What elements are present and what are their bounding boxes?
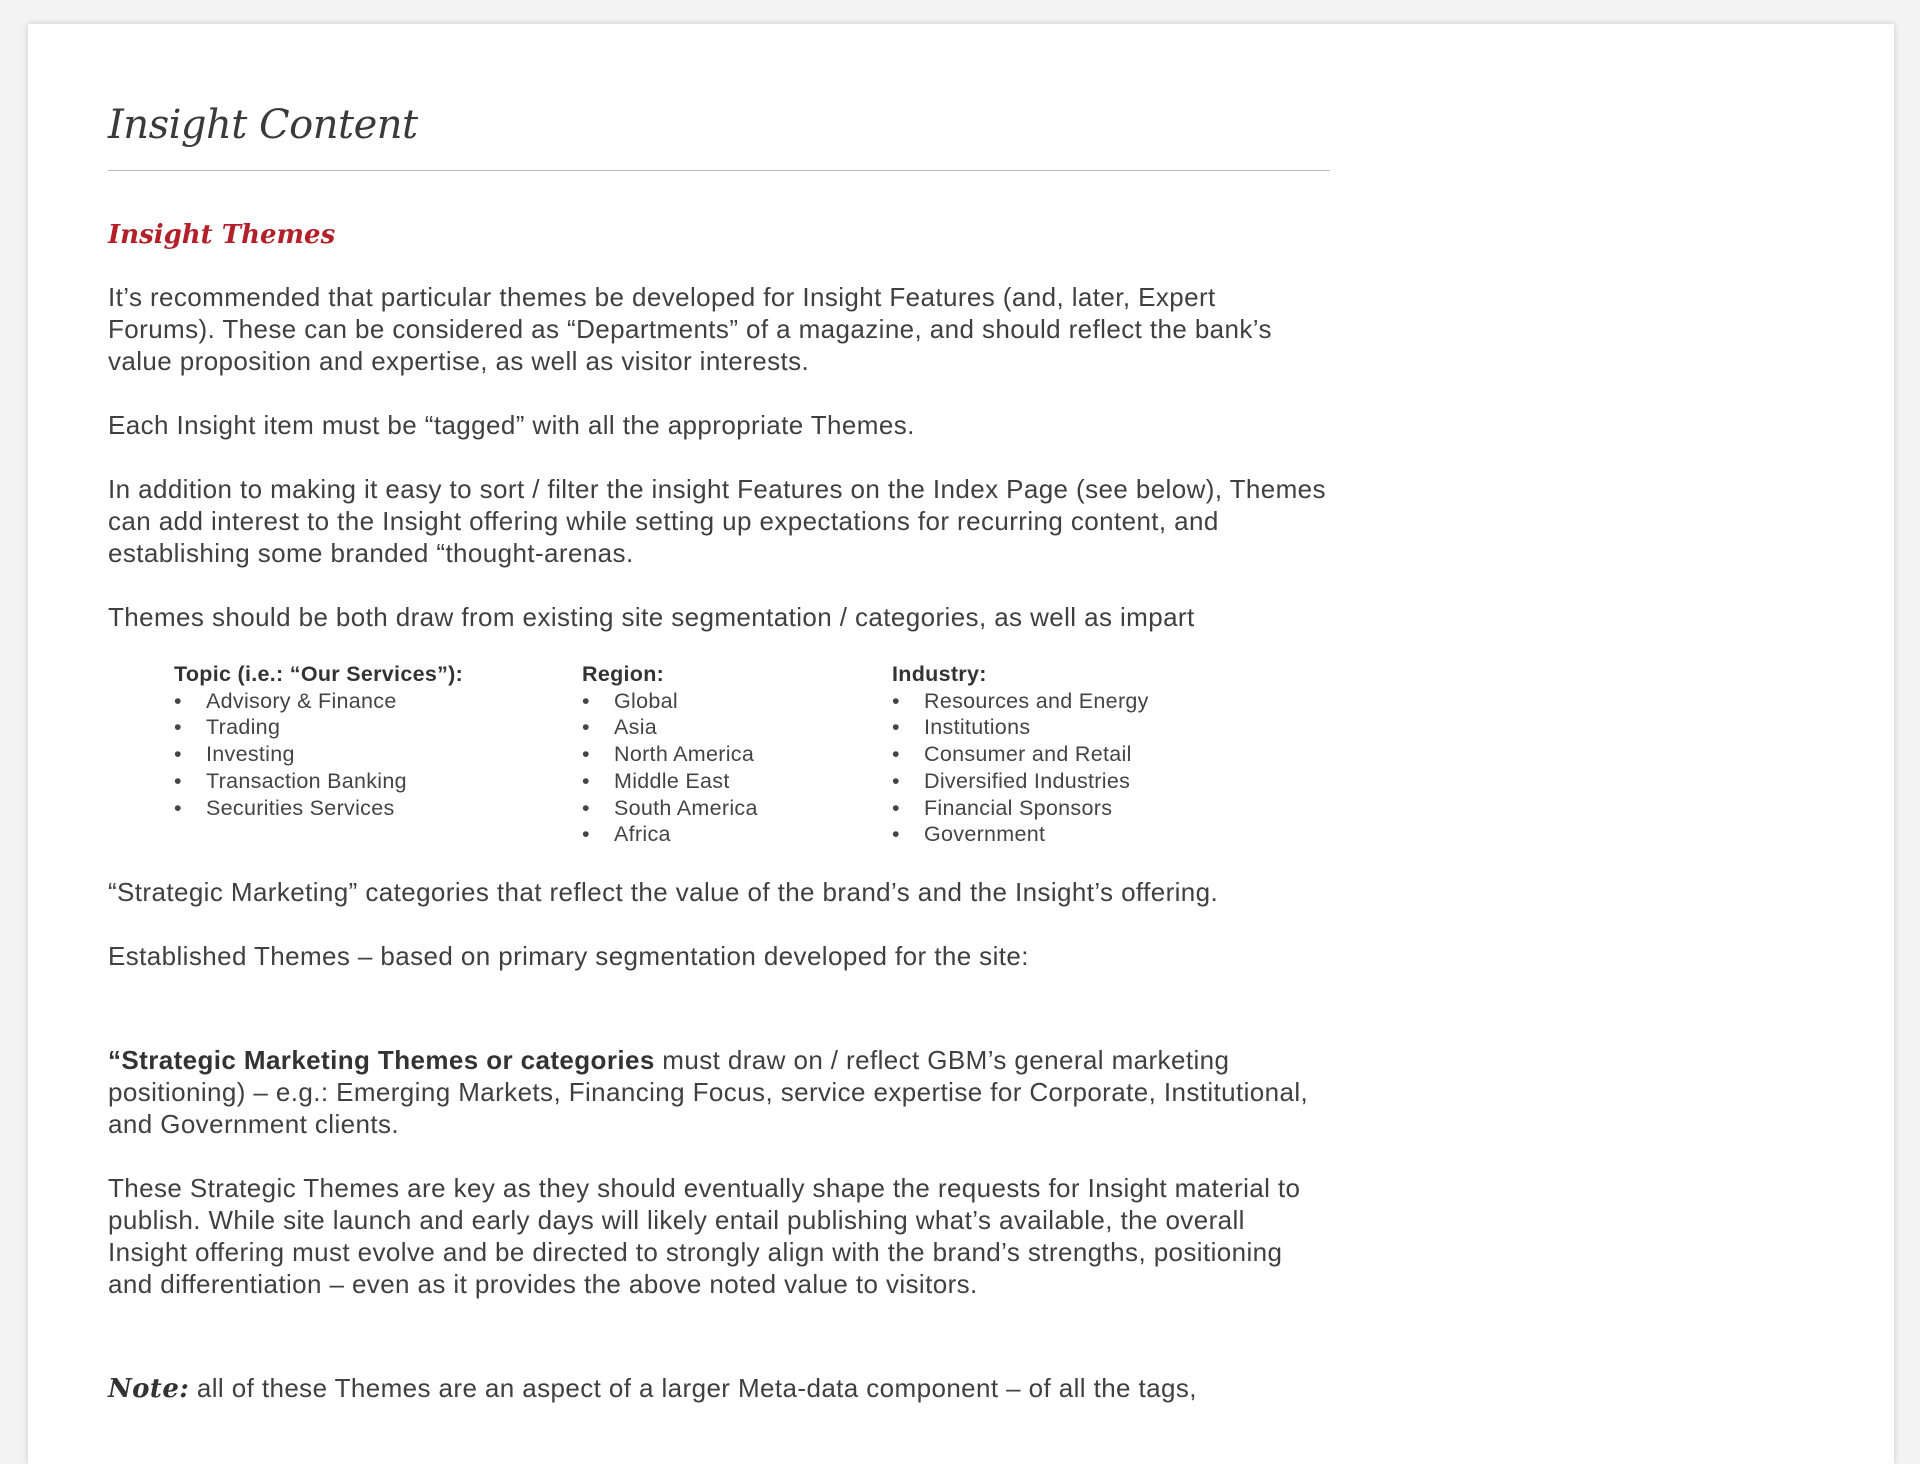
bullet-icon: • [892,715,900,740]
bullet-icon: • [582,742,590,767]
list-topic [174,688,582,822]
document-page [28,24,1894,1464]
paragraph-strategic-themes [108,1044,1330,1140]
list-item: • Diversified Industries [892,768,1131,793]
note-label: Note: [108,1373,190,1404]
list-item: • Global [582,688,678,713]
paragraph-segmentation: Themes should be both draw from existing site segmentation / categories, as well as impart [108,602,1195,632]
list-item: • Middle East [582,768,730,793]
column-topic [174,661,582,848]
column-heading-topic: Topic (i.e.: “Our Services”): [174,662,464,686]
list-item: • Resources and Energy [892,688,1149,713]
list-region [582,688,892,848]
list-item: • North America [582,742,755,767]
column-heading-industry: Industry: [892,662,987,686]
bullet-icon: • [582,795,590,820]
column-heading-region: Region: [582,662,665,686]
bullet-icon: • [174,715,182,740]
document-content [108,98,1330,1405]
paragraph-strategic-themes-key: These Strategic Themes are key as they should eventually shape the requests for Insight material to publish. While site launch and early days will likely entail publishing what’s available, the overall Insight offering must evolve and be directed to strongly align with the brand’s strengths, positioning and differentiation – even as it provides the above noted value to visitors. [108,1172,1301,1299]
bullet-icon: • [892,688,900,713]
list-item: • Trading [174,715,281,740]
note-text: all of these Themes are an aspect of a larger Meta-data component – of all the tags, [189,1372,1197,1403]
bullet-icon: • [582,822,590,847]
list-item: • Africa [582,822,671,847]
column-industry [892,661,1212,848]
bullet-icon: • [174,768,182,793]
paragraph-strategic-marketing: “Strategic Marketing” categories that reflect the value of the brand’s and the Insight’s offering. [108,876,1219,907]
bullet-icon: • [892,795,900,820]
strategic-themes-lead: “Strategic Marketing Themes or categories [108,1044,655,1075]
bullet-icon: • [174,795,182,820]
section-heading: Insight Themes [108,220,336,250]
list-industry [892,688,1212,848]
paragraph-tagging: Each Insight item must be “tagged” with all the appropriate Themes. [108,410,915,440]
paragraph-index-page: In addition to making it easy to sort / filter the insight Features on the Index Page (see below), Themes can add interest to the Insight offering while setting up expectations for recurring content, and establishing some branded “thought-arenas. [108,474,1326,568]
paragraph-themes-intro: It’s recommended that particular themes be developed for Insight Features (and, later, Expert Forums). These can be considered as “Departments” of a magazine, and should reflect the bank’s value proposition and expertise, as well as visitor interests. [108,282,1272,376]
list-item: • Investing [174,742,295,767]
column-region [582,661,892,848]
list-item: • Financial Sponsors [892,795,1113,820]
list-item: • Transaction Banking [174,768,407,793]
list-item: • Institutions [892,715,1031,740]
list-item: • Consumer and Retail [892,742,1132,767]
paragraph-note [108,1372,1330,1405]
bullet-icon: • [174,742,182,767]
theme-columns [174,661,1330,848]
bullet-icon: • [582,768,590,793]
bullet-icon: • [174,688,182,713]
title-divider [108,170,1330,171]
list-item: • Government [892,822,1046,847]
bullet-icon: • [892,822,900,847]
bullet-icon: • [582,715,590,740]
list-item: • South America [582,795,758,820]
strategic-themes-body: must draw on / reflect GBM’s general marketing positioning) – e.g.: Emerging Markets, Financing Focus, service expertise for Corporate, Institutional, and Government clients. [108,1044,1309,1139]
list-item: • Securities Services [174,795,395,820]
bullet-icon: • [582,688,590,713]
list-item: • Asia [582,715,658,740]
page-title: Insight Content [108,102,418,148]
bullet-icon: • [892,742,900,767]
paragraph-established-themes: Established Themes – based on primary segmentation developed for the site: [108,940,1029,971]
list-item: • Advisory & Finance [174,688,397,713]
bullet-icon: • [892,768,900,793]
